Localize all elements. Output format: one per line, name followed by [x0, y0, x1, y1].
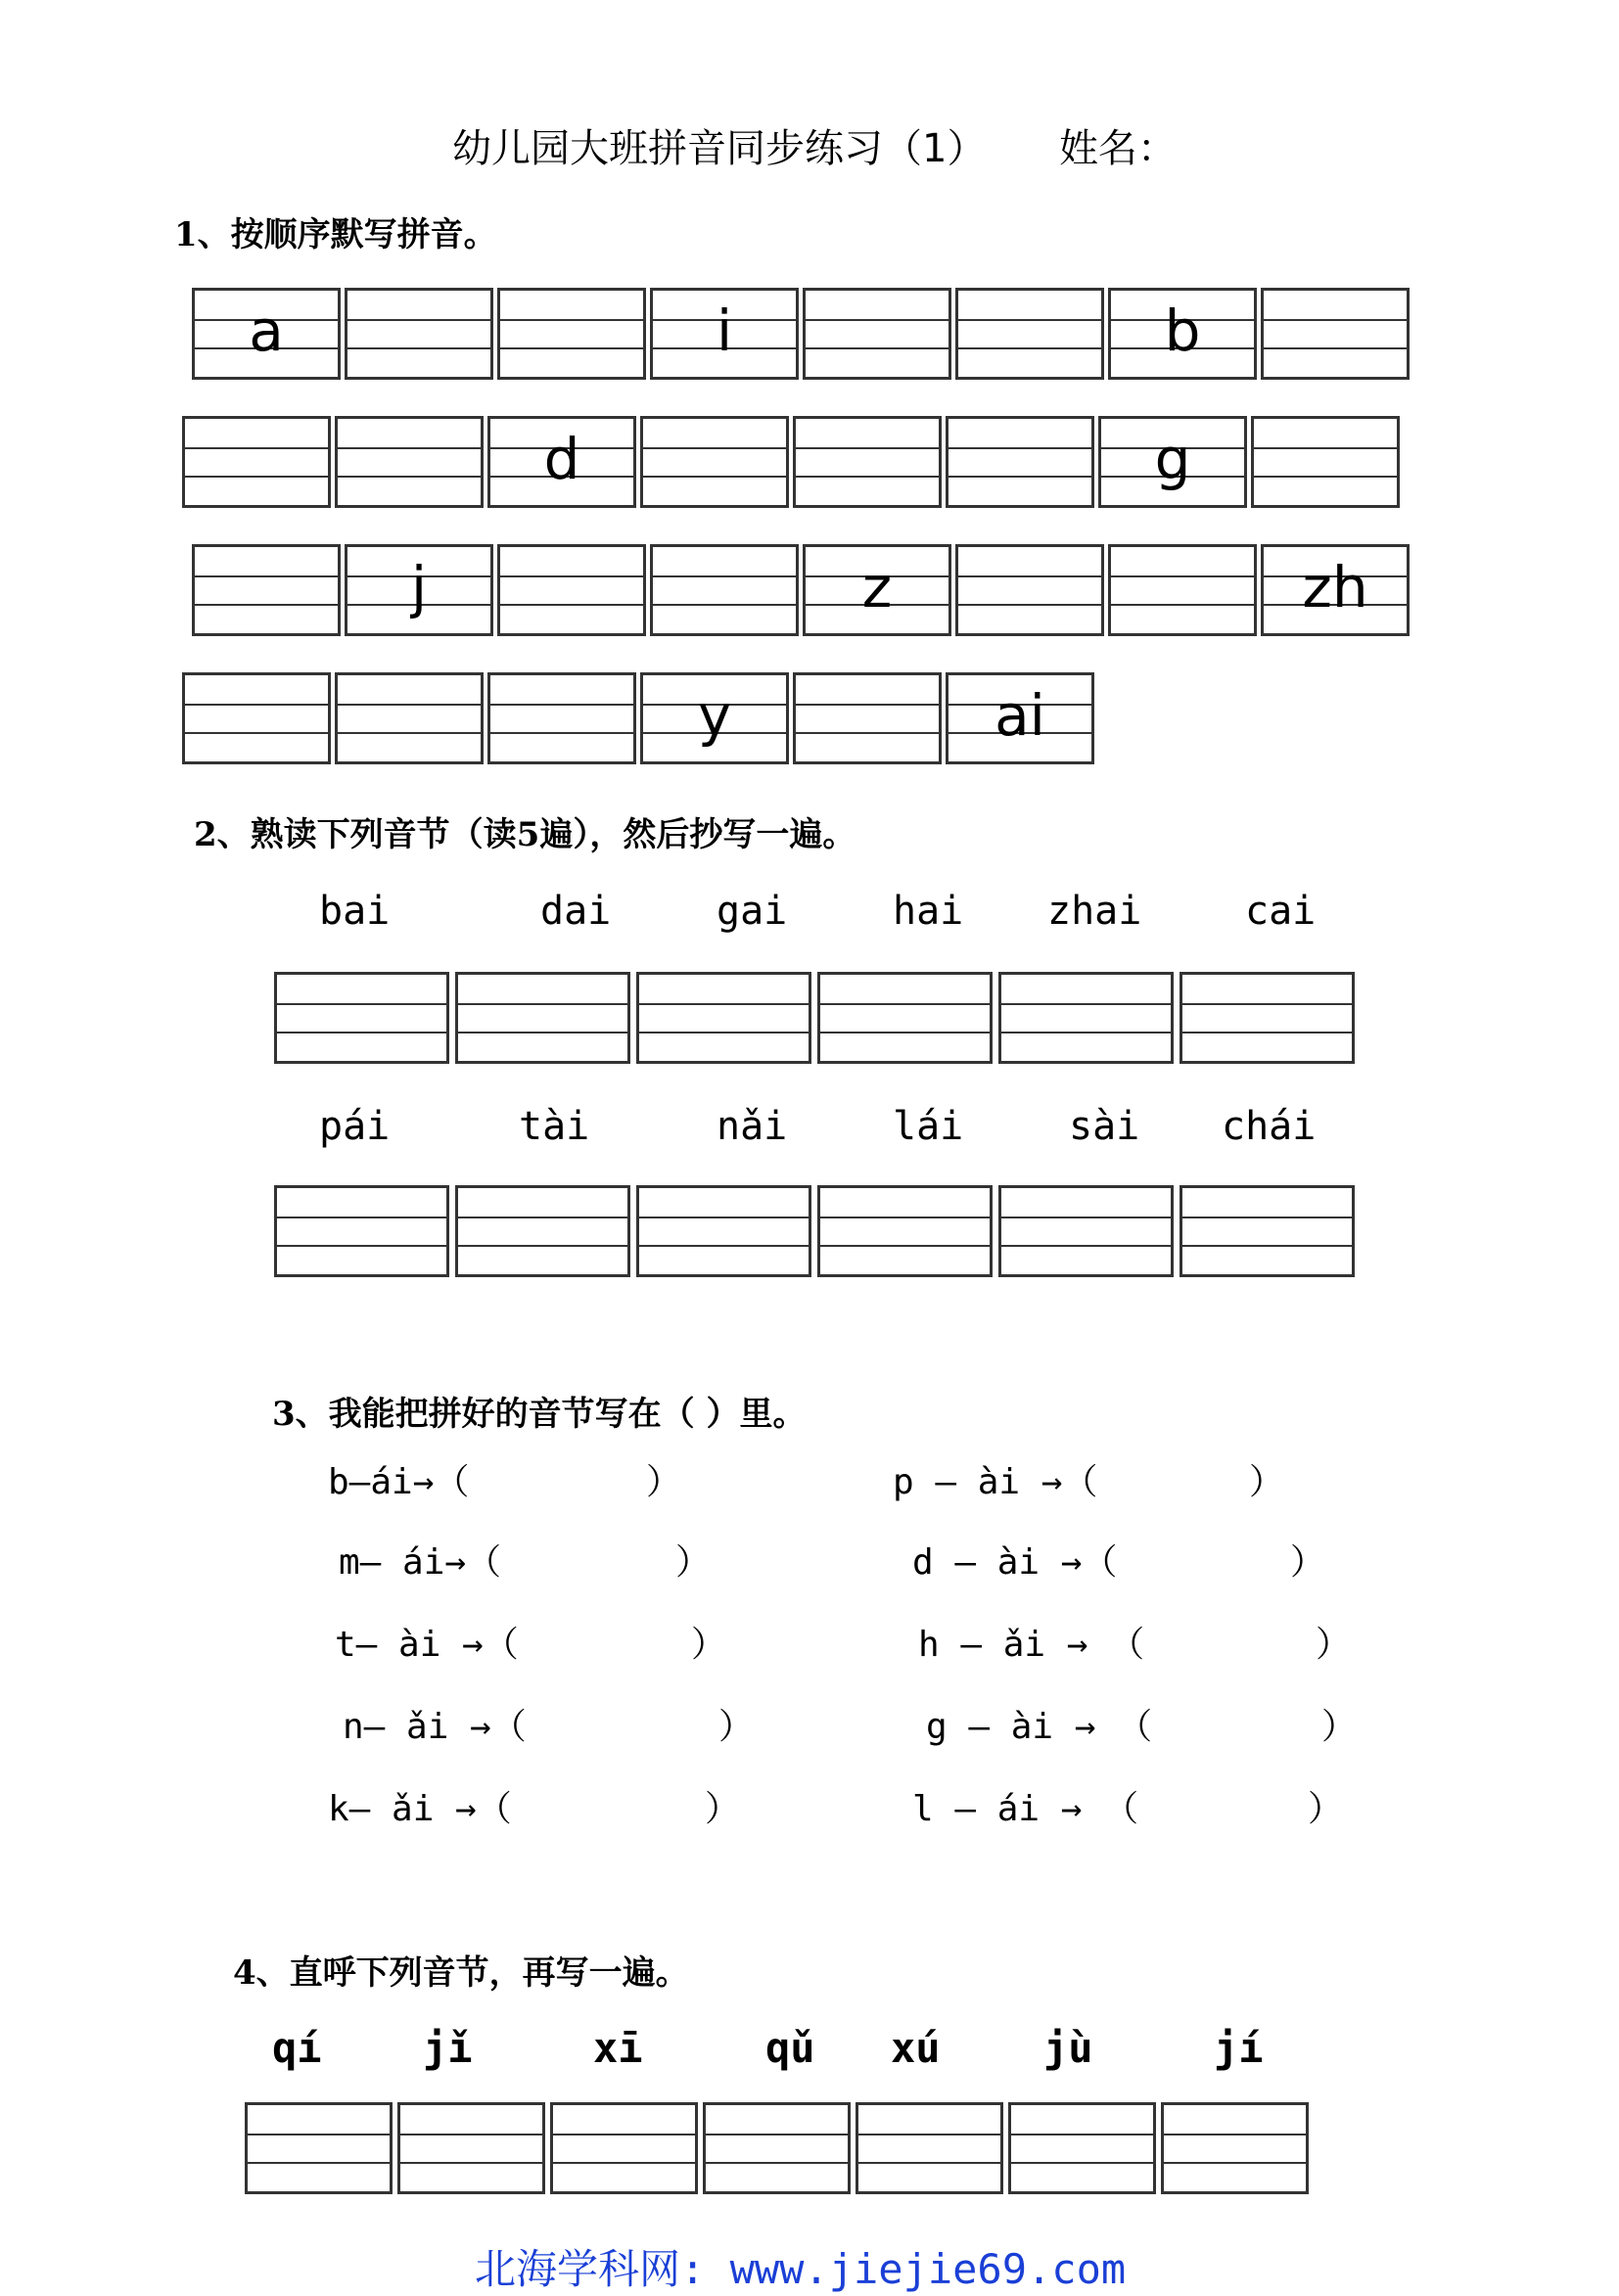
q2-copy-cell[interactable]	[274, 972, 449, 1064]
q1-cell-letter: a	[249, 298, 284, 364]
q1-cell-letter: d	[543, 426, 580, 492]
q2-copy-cell[interactable]	[455, 972, 630, 1064]
q1-cell[interactable]	[182, 672, 331, 764]
q4-syllable: xī	[593, 2024, 643, 2072]
q1-cell[interactable]	[345, 544, 493, 636]
q4-copy-cell[interactable]	[1008, 2102, 1156, 2194]
q2-syllable: zhai	[1047, 889, 1142, 934]
q2-syllable: chái	[1222, 1104, 1317, 1149]
q2-syllable: pái	[319, 1104, 391, 1149]
q3-answer-bracket: ）	[691, 1625, 727, 1665]
q1-cell[interactable]	[192, 544, 341, 636]
q1-cell[interactable]	[1261, 544, 1410, 636]
q2-copy-cell[interactable]	[274, 1185, 449, 1277]
q3-answer-bracket: ）	[1321, 1707, 1358, 1747]
q2-copy-cell[interactable]	[455, 1185, 630, 1277]
name-label: 姓名：	[1059, 126, 1177, 171]
q2-copy-cell[interactable]	[636, 972, 811, 1064]
footer-watermark: 北海学科网: www.jiejie69.com	[475, 2245, 1127, 2293]
question-2-heading: 2、熟读下列音节（读5遍），然后抄写一遍。	[194, 815, 856, 854]
q3-combine-item: h — ǎi → （	[918, 1625, 1145, 1665]
q3-combine-item: g — ài → （	[926, 1707, 1153, 1747]
q4-syllable: jí	[1214, 2024, 1264, 2072]
q2-syllable: nǎi	[717, 1104, 788, 1149]
q4-copy-cell[interactable]	[245, 2102, 393, 2194]
q4-syllable: jù	[1043, 2024, 1093, 2072]
q2-copy-cell[interactable]	[998, 972, 1174, 1064]
q1-cell[interactable]	[650, 544, 799, 636]
q1-cell[interactable]	[1108, 288, 1257, 380]
q2-copy-cell[interactable]	[1180, 1185, 1355, 1277]
q1-cell[interactable]	[1251, 416, 1400, 508]
q2-copy-cell[interactable]	[998, 1185, 1174, 1277]
question-4-heading: 4、直呼下列音节，再写一遍。	[233, 1953, 689, 1993]
q3-combine-item: p — ài →（	[893, 1462, 1098, 1502]
q1-cell-letter: y	[697, 682, 732, 749]
q1-cell[interactable]	[182, 416, 331, 508]
q1-cell-letter: i	[716, 298, 733, 364]
q1-cell-letter: ai	[995, 682, 1045, 749]
q4-copy-cell[interactable]	[550, 2102, 698, 2194]
q1-cell[interactable]	[955, 288, 1104, 380]
q1-cell-letter: z	[861, 554, 893, 620]
q4-copy-cell[interactable]	[397, 2102, 545, 2194]
q4-syllable: qí	[272, 2024, 322, 2072]
q1-cell[interactable]	[640, 672, 789, 764]
q3-answer-bracket: ）	[718, 1707, 755, 1747]
q4-syllable: jǐ	[423, 2024, 473, 2072]
q3-answer-bracket: ）	[1290, 1542, 1326, 1583]
question-1-heading: 1、按顺序默写拼音。	[174, 215, 497, 254]
q4-copy-cell[interactable]	[856, 2102, 1003, 2194]
q1-cell[interactable]	[793, 416, 942, 508]
q2-copy-cell[interactable]	[817, 1185, 993, 1277]
q3-answer-bracket: ）	[1249, 1462, 1285, 1502]
q2-syllable: bai	[319, 889, 391, 934]
q3-answer-bracket: ）	[705, 1789, 741, 1829]
q3-combine-item: n— ǎi →（	[343, 1707, 527, 1747]
q2-syllable: tài	[519, 1104, 590, 1149]
q1-cell-letter: zh	[1302, 554, 1368, 620]
q4-copy-cell[interactable]	[703, 2102, 851, 2194]
q4-copy-cell[interactable]	[1161, 2102, 1309, 2194]
q1-cell[interactable]	[335, 672, 484, 764]
q3-answer-bracket: ）	[675, 1542, 712, 1583]
q1-cell-letter: b	[1164, 298, 1201, 364]
q2-syllable: gai	[717, 889, 788, 934]
question-3-heading: 3、我能把拼好的音节写在（ ）里。	[272, 1395, 807, 1434]
q1-cell[interactable]	[946, 672, 1094, 764]
q3-combine-item: d — ài →（	[912, 1542, 1118, 1583]
q2-syllable: dai	[540, 889, 612, 934]
q2-syllable: hai	[893, 889, 964, 934]
q1-cell[interactable]	[650, 288, 799, 380]
q1-cell[interactable]	[487, 416, 636, 508]
q1-cell[interactable]	[335, 416, 484, 508]
q2-syllable: sài	[1069, 1104, 1140, 1149]
q3-combine-item: k— ǎi →（	[328, 1789, 512, 1829]
q1-cell[interactable]	[497, 544, 646, 636]
q1-cell[interactable]	[803, 544, 951, 636]
q1-cell[interactable]	[955, 544, 1104, 636]
q1-cell[interactable]	[640, 416, 789, 508]
q3-combine-item: b—ái→（	[328, 1462, 470, 1502]
q1-cell[interactable]	[793, 672, 942, 764]
q2-syllable: cai	[1245, 889, 1317, 934]
q3-combine-item: l — ái → （	[912, 1789, 1139, 1829]
q4-syllable: xú	[891, 2024, 941, 2072]
q2-copy-cell[interactable]	[1180, 972, 1355, 1064]
q3-combine-item: t— ài →（	[335, 1625, 519, 1665]
q1-cell[interactable]	[497, 288, 646, 380]
q3-answer-bracket: ）	[1308, 1789, 1344, 1829]
q1-cell[interactable]	[487, 672, 636, 764]
q1-cell-letter: g	[1154, 426, 1191, 492]
q1-cell[interactable]	[1261, 288, 1410, 380]
q2-syllable: lái	[893, 1104, 964, 1149]
q1-cell[interactable]	[803, 288, 951, 380]
q1-cell-letter: j	[410, 554, 428, 620]
q3-combine-item: m— ái→（	[339, 1542, 502, 1583]
q1-cell[interactable]	[946, 416, 1094, 508]
q1-cell[interactable]	[192, 288, 341, 380]
q2-copy-cell[interactable]	[817, 972, 993, 1064]
q3-answer-bracket: ）	[646, 1462, 682, 1502]
q2-copy-cell[interactable]	[636, 1185, 811, 1277]
q1-cell[interactable]	[1098, 416, 1247, 508]
q1-cell[interactable]	[345, 288, 493, 380]
q4-syllable: qǔ	[765, 2024, 815, 2072]
page-title: 幼儿园大班拼音同步练习（1）	[452, 126, 987, 171]
q3-answer-bracket: ）	[1316, 1625, 1352, 1665]
q1-cell[interactable]	[1108, 544, 1257, 636]
